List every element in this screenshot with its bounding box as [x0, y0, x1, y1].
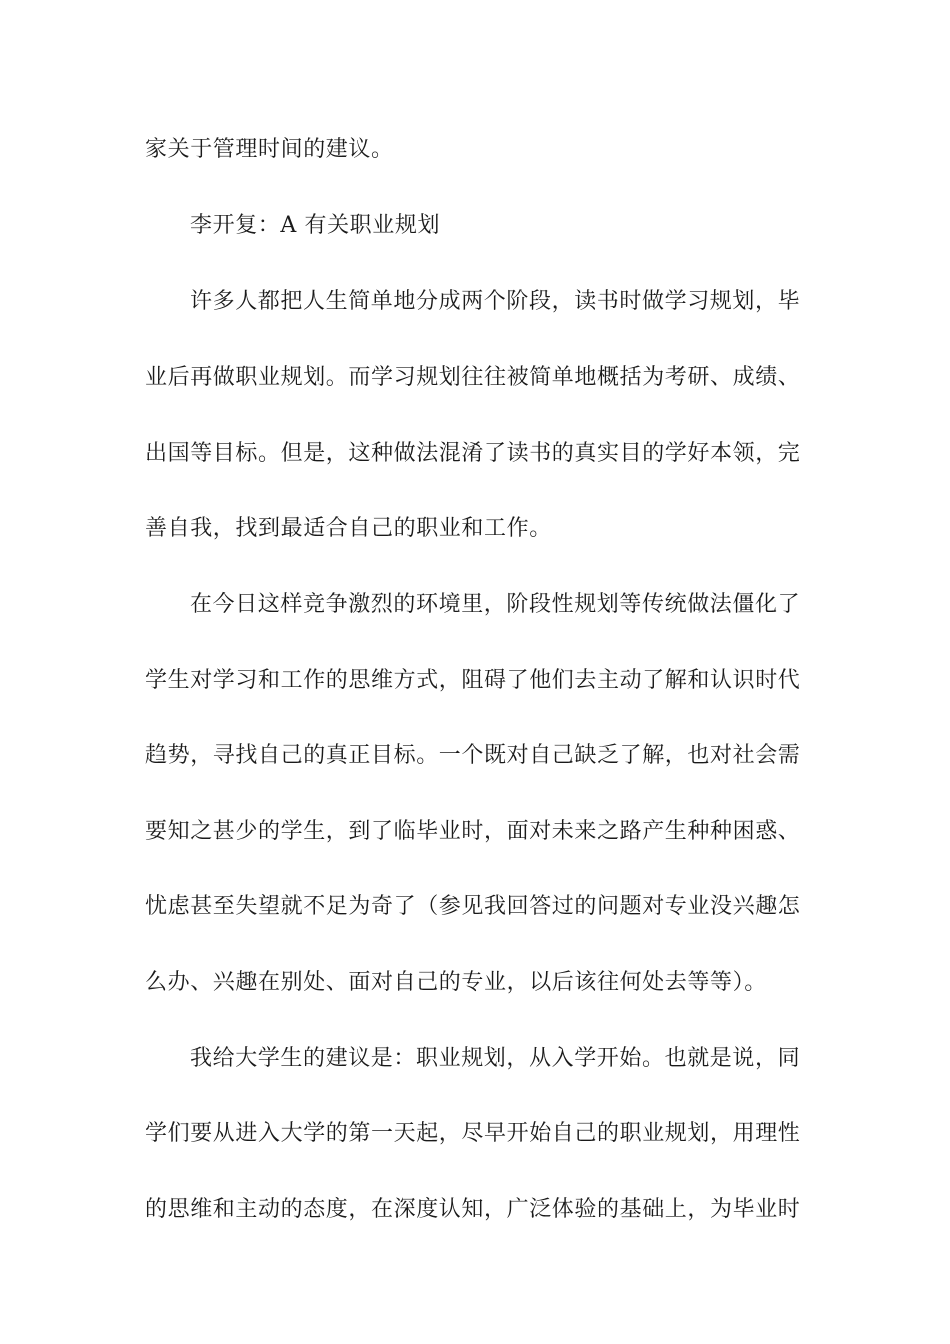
text-line: 出国等目标。但是，这种做法混淆了读书的真实目的学好本领，完	[145, 441, 801, 466]
text-line: 学们要从进入大学的第一天起，尽早开始自己的职业规划，用理性	[145, 1121, 801, 1146]
text-line: 业后再做职业规划。而学习规划往往被简单地概括为考研、成绩、	[145, 365, 801, 390]
section-heading: 李开复：A 有关职业规划	[190, 213, 441, 238]
text-line: 的思维和主动的态度，在深度认知，广泛体验的基础上，为毕业时	[145, 1197, 801, 1222]
text-line: 许多人都把人生简单地分成两个阶段，读书时做学习规划，毕	[190, 289, 801, 314]
text-line: 么办、兴趣在别处、面对自己的专业，以后该往何处去等等）。	[145, 970, 767, 995]
text-line: 家关于管理时间的建议。	[145, 137, 394, 162]
text-line: 学生对学习和工作的思维方式，阻碍了他们去主动了解和认识时代	[145, 668, 801, 693]
text-line: 在今日这样竞争激烈的环境里，阶段性规划等传统做法僵化了	[190, 592, 801, 617]
text-line: 善自我，找到最适合自己的职业和工作。	[145, 516, 552, 541]
text-line: 我给大学生的建议是：职业规划，从入学开始。也就是说，同	[190, 1046, 801, 1071]
text-line: 趋势，寻找自己的真正目标。一个既对自己缺乏了解，也对社会需	[145, 743, 801, 768]
text-line: 忧虑甚至失望就不足为奇了（参见我回答过的问题对专业没兴趣怎	[145, 894, 801, 919]
text-line: 要知之甚少的学生，到了临毕业时，面对未来之路产生种种困惑、	[145, 819, 801, 844]
